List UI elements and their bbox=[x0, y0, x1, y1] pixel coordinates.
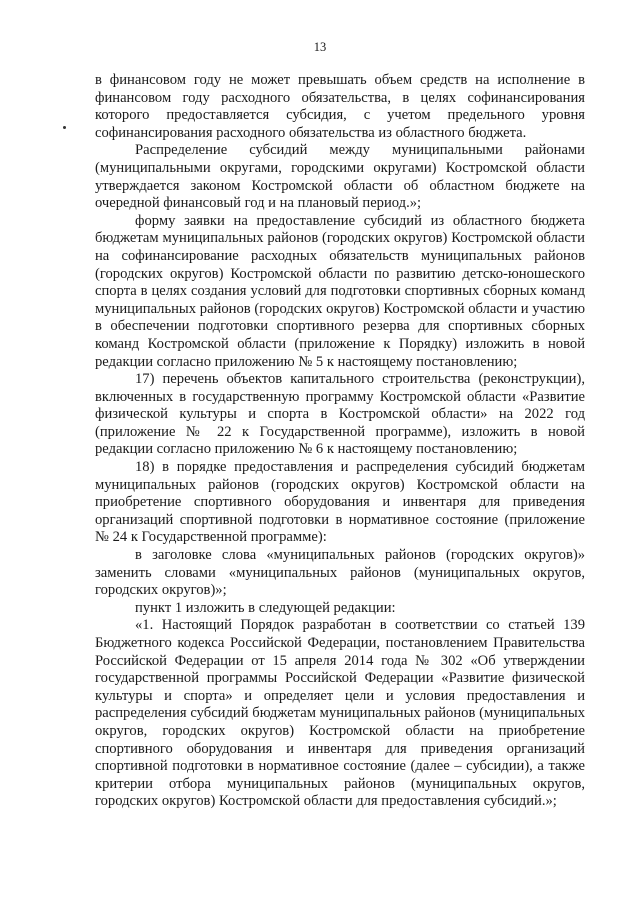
paragraph-distribution: Распределение субсидий между муниципальными районами (муниципальными округами, городскими округами) Костромской области утверждается законом Костромской области об областном бюджете на очередной финансовый год и на плановый период.»; bbox=[95, 142, 585, 212]
document-body bbox=[95, 72, 585, 811]
paragraph-item-18: 18) в порядке предоставления и распределения субсидий бюджетам муниципальных районов (городских округов) Костромской области на приобретение спортивного оборудования и инвентаря для приведения организаций спортивной подготовки в нормативное состояние (приложение № 24 к Государственной программе): bbox=[95, 459, 585, 546]
paragraph-application-form: форму заявки на предоставление субсидий из областного бюджета бюджетам муниципальных районов (городских округов) Костромской области на софинансирование расходных обязательств муниципальных районов (городских округов) Костромской области по развитию детско-юношеского спорта в целях создания условий для подготовки спортивных сборных команд муниципальных районов (городских округов) Костромской области и участию в обеспечении подготовки спортивного резерва для спортивных сборных команд Костромской области (приложение к Порядку) изложить в новой редакции согласно приложению № 5 к настоящему постановлению; bbox=[95, 212, 585, 370]
page-number: 13 bbox=[313, 40, 327, 54]
paragraph-point-1-intro: пункт 1 изложить в следующей редакции: bbox=[135, 599, 396, 616]
margin-dot bbox=[63, 126, 66, 129]
paragraph-title-change: в заголовке слова «муниципальных районов (городских округов)» заменить словами «муниципальных районов (муниципальных округов, городских округов)»; bbox=[95, 547, 585, 599]
paragraph-item-17: 17) перечень объектов капитального строительства (реконструкции), включенных в государственную программу Костромской области «Развитие физической культуры и спорта в Костромской области» на 2022 год (приложение № 22 к Государственной программе), изложить в новой редакции согласно приложению № 6 к настоящему постановлению; bbox=[95, 371, 585, 458]
paragraph-continuation: в финансовом году не может превышать объем средств на исполнение в финансовом году расходного обязательства, в целях софинансирования которого предоставляется субсидия, с учетом предельного уровня софинансирования расходного обязательства из областного бюджета. bbox=[95, 72, 585, 141]
paragraph-point-1-text: «1. Настоящий Порядок разработан в соответствии со статьей 139 Бюджетного кодекса Российской Федерации, постановлением Правительства Российской Федерации от 15 апреля 2014 года № 302 «Об утверждении государственной программы Российской Федерации «Развитие физической культуры и спорта» и определяет цели и условия предоставления и распределения субсидий бюджетам муниципальных районов (муниципальных округов, городских округов) Костромской области на приобретение спортивного оборудования и инвентаря для приведения организаций спортивной подготовки в нормативное состояние (далее – субсидии), а также критерии отбора муниципальных районов (муниципальных округов, городских округов) Костромской области для предоставления субсидий.»; bbox=[95, 617, 585, 810]
